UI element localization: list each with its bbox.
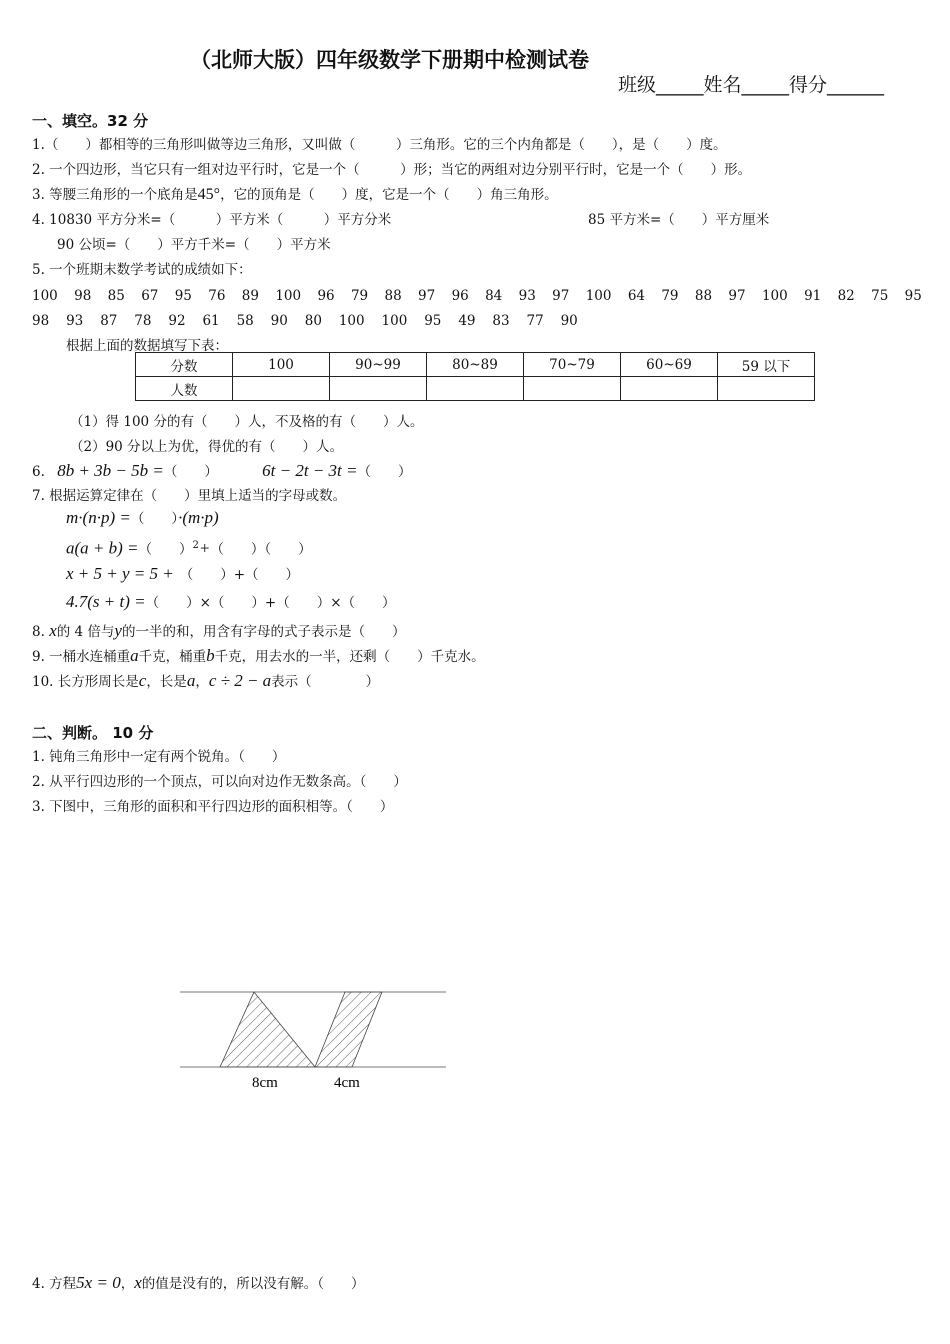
q9-var-a: a <box>130 646 139 665</box>
q8-number: 8. <box>32 624 45 640</box>
q6-expr-1: 8b + 3b − 5b = <box>57 461 164 480</box>
table-blank-cell[interactable] <box>524 377 621 401</box>
q3-text-a: 3. 等腰三角形的一个底角是 <box>32 187 198 203</box>
judge-1: 1. 钝角三角形中一定有两个锐角。（ ） <box>32 749 286 765</box>
triangle-parallelogram-figure <box>170 985 460 1095</box>
triangle-base-label: 8cm <box>252 1075 278 1091</box>
score-value: 93 <box>66 313 84 329</box>
score-value: 79 <box>350 288 369 304</box>
table-blank-cell[interactable] <box>233 377 330 401</box>
q10-var-c: c <box>138 671 147 690</box>
question-1: 1.（ ）都相等的三角形叫做等边三角形，又叫做（ ）三角形。它的三个内角都是（ ），是（ ）度。 <box>32 137 727 153</box>
score-value: 96 <box>451 288 469 304</box>
score-value: 80 <box>304 313 322 329</box>
question-5-2: （2）90 分以上为优，得优的有（ ）人。 <box>70 439 344 455</box>
score-value: 89 <box>241 288 259 304</box>
q7b-plus: + <box>198 538 211 558</box>
q7-line-c <box>66 565 299 584</box>
score-value: 85 <box>107 288 125 304</box>
score-value: 77 <box>526 313 544 329</box>
score-value: 67 <box>141 288 159 304</box>
score-value: 95 <box>904 288 922 304</box>
q7b-blank: （ ） <box>138 541 193 558</box>
judge-3: 3. 下图中，三角形的面积和平行四边形的面积相等。（ ） <box>32 799 394 815</box>
score-value: 95 <box>174 288 192 304</box>
score-value: 87 <box>100 313 118 329</box>
j4-text-1: 4. 方程 <box>32 1276 77 1292</box>
question-2: 2. 一个四边形，当它只有一组对边平行时，它是一个（ ）形；当它的两组对边分别平行时，它是一个（ ）形。 <box>32 162 752 178</box>
q6-expr-2: 6t − 2t − 3t = <box>262 461 358 480</box>
score-value: 90 <box>270 313 288 329</box>
section1-heading: 一、填空。32 分 <box>32 112 149 130</box>
q7d-blanks: （ ）×（ ）+（ ）×（ ） <box>145 595 396 611</box>
score-value: 100 <box>761 288 788 304</box>
q7b-expr: a(a + b) = <box>66 538 139 558</box>
q7a-expr-2: ·(m·p) <box>178 508 219 527</box>
question-9 <box>32 647 485 666</box>
table-header-cell: 59 以下 <box>718 353 815 377</box>
q8-var-y: y <box>114 621 122 640</box>
score-value: 100 <box>32 288 58 304</box>
score-value: 97 <box>418 288 436 304</box>
score-value: 100 <box>585 288 612 304</box>
score-value: 96 <box>317 288 335 304</box>
q3-text-c: ，它的顶角是（ ）度，它是一个（ ）角三角形。 <box>220 187 558 203</box>
question-4c: 90 公顷=（ ）平方千米=（ ）平方米 <box>57 237 331 253</box>
score-value: 95 <box>424 313 442 329</box>
q6-number: 6. <box>32 464 45 480</box>
table-header-cell: 90~99 <box>330 353 427 377</box>
question-10 <box>32 672 379 691</box>
q6-blank-2: （ ） <box>357 464 412 480</box>
parallelogram-base-label: 4cm <box>334 1075 360 1091</box>
q9-text-1: 9. 一桶水连桶重 <box>32 649 131 665</box>
q9-text-2: 千克，桶重 <box>138 649 207 665</box>
q6-blank-1: （ ） <box>163 464 218 480</box>
score-value: 91 <box>804 288 822 304</box>
section2-heading: 二、判断。 10 分 <box>32 724 154 742</box>
q3-angle: 45° <box>197 186 221 203</box>
question-5-1: （1）得 100 分的有（ ）人，不及格的有（ ）人。 <box>70 414 424 430</box>
hatched-parallelogram <box>315 992 382 1067</box>
q10-text-1: 10. 长方形周长是 <box>32 674 139 690</box>
score-value: 97 <box>728 288 746 304</box>
score-value: 88 <box>384 288 402 304</box>
score-value: 98 <box>32 313 50 329</box>
q7d-expr: 4.7(s + t) = <box>66 592 146 611</box>
score-value: 78 <box>134 313 152 329</box>
score-value: 100 <box>275 288 302 304</box>
q9-var-b: b <box>206 646 215 665</box>
question-5: 5. 一个班期末数学考试的成绩如下： <box>32 262 252 278</box>
question-8 <box>32 622 405 641</box>
q7c-expr: x + 5 + y = 5 + <box>66 564 174 583</box>
scores-row-2 <box>32 312 578 330</box>
table-header-cell: 100 <box>233 353 330 377</box>
score-value: 84 <box>485 288 503 304</box>
table-header-row <box>136 353 815 377</box>
score-value: 82 <box>837 288 855 304</box>
j4-text-2: ， <box>120 1276 135 1292</box>
j4-text-3: 的值是没有的，所以没有解。（ ） <box>141 1276 365 1292</box>
score-value: 100 <box>381 313 408 329</box>
table-blank-cell[interactable] <box>718 377 815 401</box>
q7b-superscript: 2 <box>192 540 199 551</box>
score-table <box>135 352 815 401</box>
j4-equation: 5x = 0 <box>76 1273 121 1292</box>
q8-var-x: x <box>49 621 57 640</box>
q8-text-2: 的一半的和，用含有字母的式子表示是（ ） <box>121 624 406 640</box>
q7-line-a <box>66 509 219 528</box>
score-value: 93 <box>518 288 536 304</box>
score-value: 76 <box>208 288 226 304</box>
score-value: 100 <box>338 313 365 329</box>
q7c-blanks: （ ）+（ ） <box>179 567 300 583</box>
score-value: 64 <box>627 288 645 304</box>
judge-2: 2. 从平行四边形的一个顶点，可以向对边作无数条高。（ ） <box>32 774 407 790</box>
table-blank-cell[interactable] <box>621 377 718 401</box>
q7a-expr: m·(n·p) = <box>66 508 131 527</box>
q7-line-b <box>66 537 312 559</box>
score-value: 92 <box>168 313 186 329</box>
score-value: 79 <box>661 288 679 304</box>
question-4a: 4. 10830 平方分米=（ ）平方米（ ）平方分米 <box>32 212 392 228</box>
table-row-label: 人数 <box>136 377 233 401</box>
question-6 <box>32 462 412 481</box>
table-header-cell: 80~89 <box>427 353 524 377</box>
q10-expr: c ÷ 2 − a <box>208 671 272 690</box>
table-header-cell: 60~69 <box>621 353 718 377</box>
score-value: 75 <box>871 288 889 304</box>
j4-var-x: x <box>134 1273 142 1292</box>
question-3 <box>32 186 558 204</box>
score-value: 49 <box>458 313 476 329</box>
hatched-triangle <box>220 992 315 1067</box>
score-value: 83 <box>492 313 510 329</box>
q10-text-4: 表示（ ） <box>271 674 380 690</box>
page-title: （北师大版）四年级数学下册期中检测试卷 <box>190 47 589 72</box>
score-value: 88 <box>694 288 713 304</box>
score-value: 90 <box>560 313 578 329</box>
table-intro: 根据上面的数据填写下表： <box>66 338 228 354</box>
q10-var-a: a <box>186 671 196 690</box>
question-4b: 85 平方米=（ ）平方厘米 <box>588 212 770 228</box>
score-value: 58 <box>236 313 254 329</box>
q7b-blanks: （ ）（ ） <box>210 541 312 558</box>
table-header-cell: 70~79 <box>524 353 621 377</box>
q7-line-d <box>66 593 396 612</box>
judge-4 <box>32 1274 365 1293</box>
q10-text-3: ， <box>195 674 209 690</box>
scores-row-1 <box>32 287 922 305</box>
question-7: 7. 根据运算定律在（ ）里填上适当的字母或数。 <box>32 488 347 504</box>
table-count-row <box>136 377 815 401</box>
student-info-line: 班级_____姓名_____得分______ <box>618 74 885 96</box>
q10-text-2: ，长是 <box>146 674 187 690</box>
table-blank-cell[interactable] <box>427 377 524 401</box>
score-value: 98 <box>74 288 92 304</box>
score-value: 97 <box>552 288 570 304</box>
q7a-blank: （ ） <box>130 511 179 527</box>
table-header-cell: 分数 <box>136 353 233 377</box>
q8-text-1: 的 4 倍与 <box>56 624 115 640</box>
score-value: 61 <box>202 313 220 329</box>
q9-text-3: 千克，用去水的一半，还剩（ ）千克水。 <box>214 649 485 665</box>
table-blank-cell[interactable] <box>330 377 427 401</box>
